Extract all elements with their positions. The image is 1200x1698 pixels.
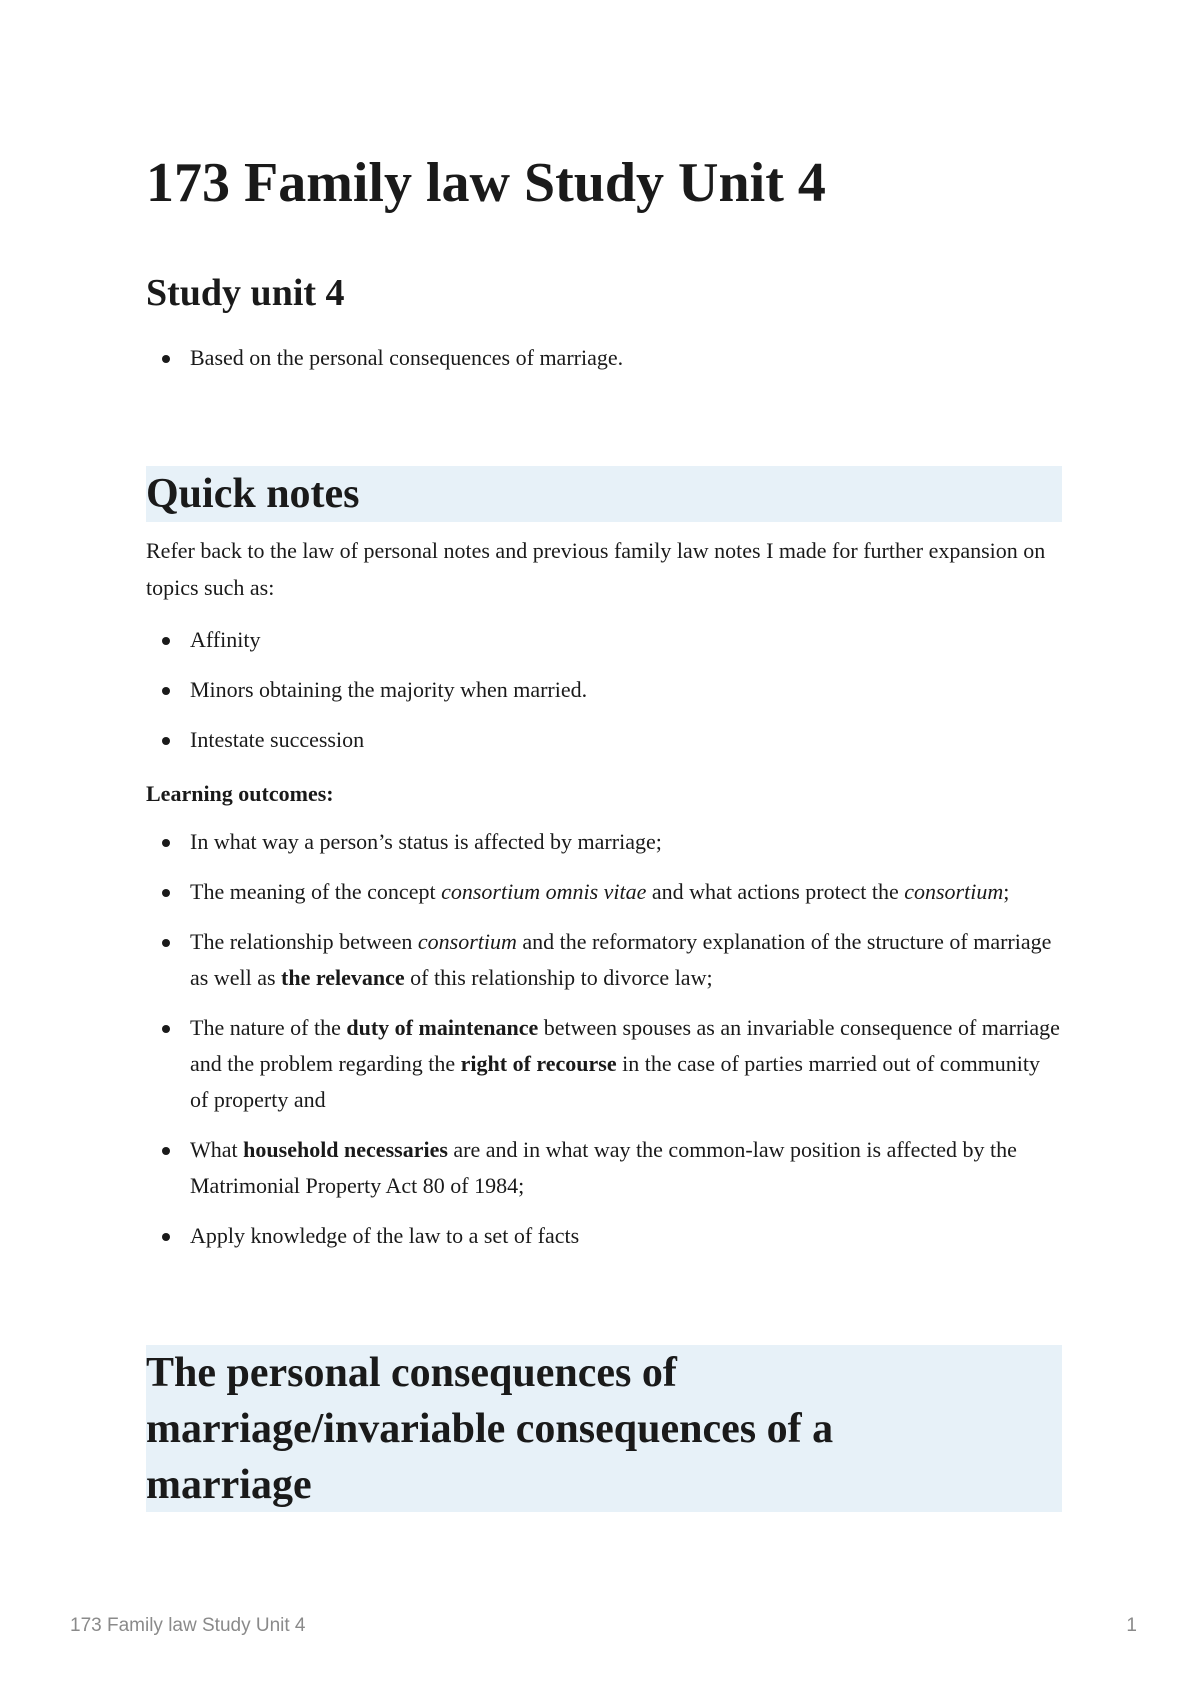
- topics-list: [146, 622, 1062, 758]
- learning-outcome-item: [146, 1010, 1062, 1118]
- list-item: Based on the personal consequences of marriage.: [146, 340, 1062, 376]
- list-item: Minors obtaining the majority when married.: [146, 672, 1062, 708]
- italic-text: consortium: [417, 929, 517, 954]
- intro-bullet-list: [146, 340, 1062, 376]
- text-run: ;: [1003, 879, 1010, 904]
- learning-outcomes-heading: Learning outcomes:: [146, 781, 334, 806]
- text-run: and the reformatory explanation of the structure of marriage as well as: [190, 929, 1052, 990]
- document-title: 173 Family law Study Unit 4: [146, 152, 826, 214]
- text-run: The nature of the: [190, 1015, 347, 1040]
- learning-outcomes-list: [146, 824, 1062, 1268]
- italic-text: consortium omnis vitae: [441, 879, 647, 904]
- quick-notes-paragraph: Refer back to the law of personal notes and previous family law notes I made for further expansion on topics such as:: [146, 538, 1046, 600]
- text-run: What: [190, 1137, 244, 1162]
- text-run: in the case of parties married out of community of property and: [190, 1051, 1041, 1112]
- text-run: Apply knowledge of the law to a set of facts: [190, 1223, 580, 1248]
- footer-doc-title: 173 Family law Study Unit 4: [70, 1615, 306, 1636]
- text-run: In what way a person’s status is affected by marriage;: [190, 829, 662, 854]
- bold-text: the relevance: [281, 965, 405, 990]
- text-run: The meaning of the concept: [190, 879, 442, 904]
- quick-notes-band: [146, 466, 1062, 522]
- text-run: between spouses as an invariable consequence of marriage and the problem regarding the: [190, 1015, 1060, 1076]
- list-item: Affinity: [146, 622, 1062, 658]
- learning-outcome-item: [146, 824, 1062, 860]
- quick-notes-heading: Quick notes: [146, 471, 360, 517]
- italic-text: consortium: [904, 879, 1004, 904]
- learning-outcome-item: [146, 874, 1062, 910]
- personal-consequences-heading: The personal consequences of marriage/invariable consequences of a marriage: [146, 1350, 834, 1508]
- bold-text: right of recourse: [460, 1051, 617, 1076]
- learning-outcome-item: [146, 1132, 1062, 1204]
- text-run: are and in what way the common-law position is affected by the Matrimonial Property Act 80 of 1984;: [190, 1137, 1017, 1198]
- text-run: The relationship between: [190, 929, 418, 954]
- text-run: of this relationship to divorce law;: [404, 965, 713, 990]
- bold-text: household necessaries: [243, 1137, 448, 1162]
- learning-outcome-item: [146, 924, 1062, 996]
- text-run: and what actions protect the: [646, 879, 905, 904]
- bold-text: duty of maintenance: [346, 1015, 539, 1040]
- list-item: Intestate succession: [146, 722, 1062, 758]
- learning-outcome-item: [146, 1218, 1062, 1254]
- study-unit-heading: Study unit 4: [146, 272, 345, 314]
- personal-consequences-band: [146, 1345, 1062, 1512]
- footer-page-number: 1: [1126, 1615, 1137, 1636]
